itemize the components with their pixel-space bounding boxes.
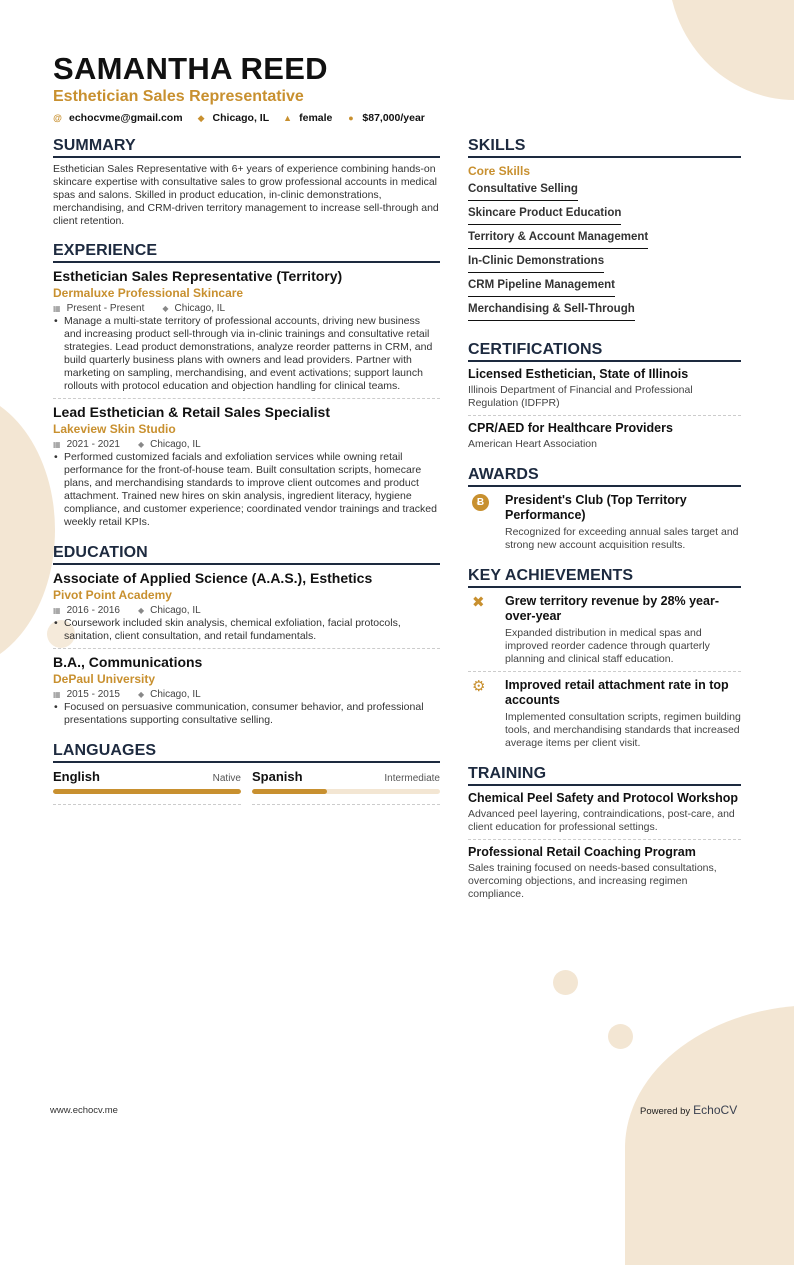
experience-entry	[53, 263, 440, 399]
training-description: Sales training focused on needs-based consultations, overcoming objections, and increasing regimen compliance.	[468, 862, 717, 900]
training-item	[468, 840, 741, 906]
entry-meta	[53, 604, 440, 617]
location-pin-icon: ◆	[137, 606, 145, 615]
achievement-title: Improved retail attachment rate in top accounts	[505, 678, 729, 707]
education-entry	[53, 565, 440, 649]
languages-list	[53, 769, 440, 805]
bullet-item: • Coursework included skin analysis, chemical exfoliation, facial protocols, sanitation, client consultation, and retail fundamentals.	[53, 617, 440, 643]
entry-dates: 2015 - 2015	[66, 689, 120, 700]
entry-meta	[53, 688, 440, 701]
certification-issuer: American Heart Association	[468, 438, 597, 450]
section-heading: EXPERIENCE	[53, 242, 440, 263]
contact-salary	[346, 112, 424, 124]
section-heading: SKILLS	[468, 137, 741, 158]
gear-icon: ⚙	[472, 678, 486, 695]
entry-bullets	[53, 701, 440, 727]
experience-entry	[53, 399, 440, 534]
calendar-icon: ▦	[53, 440, 61, 449]
summary-text: Esthetician Sales Representative with 6+ years of experience combining hands-on skincare expertise with consultative sales to grow professional accounts in medical spas and salons. Skilled in product education, in-clinic demonstrations, merchandising, and CRM-driven territory management to increase sell-through and client retention.	[53, 163, 439, 227]
training-title: Professional Retail Coaching Program	[468, 845, 696, 859]
achievement-item	[468, 588, 741, 672]
language-name: Spanish	[252, 769, 303, 784]
section-heading: CERTIFICATIONS	[468, 341, 741, 362]
languages-section	[53, 742, 440, 805]
entry-meta	[53, 302, 440, 315]
location-pin-icon: ◆	[137, 690, 145, 699]
company-name: Lakeview Skin Studio	[53, 422, 176, 436]
growth-arrows-icon: ✖	[472, 594, 485, 611]
section-heading: TRAINING	[468, 765, 741, 786]
location-pin-icon: ◆	[162, 304, 169, 313]
location-pin-icon: ◆	[197, 112, 205, 123]
skill-item: In-Clinic Demonstrations	[468, 253, 604, 273]
degree-title: Associate of Applied Science (A.A.S.), Esthetics	[53, 570, 373, 586]
bullet-item: • Manage a multi-state territory of professional accounts, driving new business and increasing product sell-through via in-clinic trainings and consultative retail strategies. Lead product demonstrations, analyze reorder patterns in CRM, and build quarterly business plans with owners and lead providers. Partner with marketing on sampling, merchandising, and event activations; support launch rollouts with protocol education and objection handling for clinical teams.	[53, 315, 440, 393]
at-icon: @	[53, 113, 62, 123]
decorative-blob-left	[0, 390, 55, 670]
powered-by-label: Powered by	[640, 1106, 691, 1117]
bullet-item: • Performed customized facials and exfoliation services while owning retail performance for the front-of-house team. Built consultation scripts, homecare plans, and merchandising standards to improve client outcomes and product attachment. Trained new hires on skin analysis, ingredient literacy, hygiene compliance, and customer experience; coordinated vendor trainings and tracked weekly retail KPIs.	[53, 451, 440, 529]
award-title: President's Club (Top Territory Performance)	[505, 493, 687, 522]
candidate-name: SAMANTHA REED	[53, 51, 328, 86]
school-name: Pivot Point Academy	[53, 588, 172, 602]
degree-title: B.A., Communications	[53, 654, 203, 670]
language-proficiency-fill	[252, 789, 327, 794]
contact-salary-value: $87,000/year	[362, 112, 425, 124]
entry-location: Chicago, IL	[174, 303, 226, 314]
job-title: Esthetician Sales Representative (Territory)	[53, 268, 343, 284]
certification-item	[468, 416, 741, 456]
section-heading: SUMMARY	[53, 137, 440, 158]
skill-item: Territory & Account Management	[468, 229, 648, 249]
job-title: Lead Esthetician & Retail Sales Specialist	[53, 404, 330, 420]
training-title: Chemical Peel Safety and Protocol Workshop	[468, 791, 738, 805]
contact-location-value: Chicago, IL	[212, 112, 270, 124]
entry-location: Chicago, IL	[150, 605, 201, 616]
decorative-blob-top-right	[668, 0, 794, 100]
skill-item: CRM Pipeline Management	[468, 277, 615, 297]
entry-bullets	[53, 451, 440, 529]
decorative-dot	[553, 970, 578, 995]
brand-logo-text: EchoCV	[693, 1103, 738, 1117]
contact-email[interactable]	[53, 112, 183, 124]
certification-title: Licensed Esthetician, State of Illinois	[468, 367, 689, 381]
left-column	[53, 137, 440, 819]
contact-email-value: echocvme@gmail.com	[69, 112, 183, 124]
entry-meta	[53, 438, 440, 451]
achievement-item	[468, 672, 741, 755]
language-proficiency-fill	[53, 789, 241, 794]
skills-group-label: Core Skills	[468, 164, 531, 178]
dollar-coin-icon: ●	[348, 113, 354, 123]
language-item	[53, 769, 241, 805]
decorative-blob-bottom-right	[625, 1005, 794, 1265]
certifications-section	[468, 341, 741, 456]
entry-location: Chicago, IL	[150, 439, 201, 450]
contact-gender-value: female	[299, 112, 333, 124]
achievement-description: Implemented consultation scripts, regimen building tools, and merchandising standards that increased average items per client visit.	[505, 711, 741, 749]
school-name: DePaul University	[53, 672, 156, 686]
section-heading: EDUCATION	[53, 544, 440, 565]
entry-bullets	[53, 617, 440, 643]
company-name: Dermaluxe Professional Skincare	[53, 286, 244, 300]
contact-location	[197, 112, 270, 124]
language-name: English	[53, 769, 100, 784]
section-heading: LANGUAGES	[53, 742, 440, 763]
right-column	[468, 137, 741, 920]
experience-section	[53, 242, 440, 534]
language-item	[252, 769, 440, 805]
person-icon: ▲	[283, 113, 293, 123]
achievement-description: Expanded distribution in medical spas and improved reorder cadence through quarterly planning and clinical staff education.	[505, 627, 710, 665]
calendar-icon: ▦	[53, 606, 61, 615]
entry-dates: Present - Present	[66, 303, 145, 314]
certification-title: CPR/AED for Healthcare Providers	[468, 421, 673, 435]
training-item	[468, 786, 741, 840]
awards-section	[468, 466, 741, 557]
certification-item	[468, 362, 741, 416]
language-level: Intermediate	[384, 773, 440, 784]
section-heading: AWARDS	[468, 466, 741, 487]
footer-website-link[interactable]: www.echocv.me	[50, 1105, 118, 1116]
award-coin-icon: Ƀ	[472, 494, 489, 511]
entry-bullets	[53, 315, 440, 393]
contact-row	[53, 112, 439, 124]
award-description: Recognized for exceeding annual sales target and strong new account acquisition results.	[505, 526, 739, 551]
language-proficiency-bar	[53, 789, 241, 794]
entry-dates: 2021 - 2021	[66, 439, 120, 450]
skill-item: Consultative Selling	[468, 181, 578, 201]
award-item	[468, 487, 741, 557]
footer-powered-by[interactable]	[640, 1103, 737, 1117]
training-description: Advanced peel layering, contraindications, post-care, and client education for professional settings.	[468, 808, 735, 833]
language-level: Native	[212, 773, 241, 784]
training-section	[468, 765, 741, 906]
skill-item: Skincare Product Education	[468, 205, 621, 225]
bullet-item: • Focused on persuasive communication, consumer behavior, and professional presentations supporting consultative selling.	[53, 701, 440, 727]
achievements-section	[468, 567, 741, 755]
location-pin-icon: ◆	[137, 440, 145, 449]
skills-section	[468, 137, 741, 321]
entry-dates: 2016 - 2016	[66, 605, 120, 616]
entry-location: Chicago, IL	[150, 689, 201, 700]
skill-item: Merchandising & Sell-Through	[468, 301, 635, 321]
calendar-icon: ▦	[53, 304, 61, 313]
contact-gender	[283, 112, 332, 124]
education-entry	[53, 649, 440, 732]
decorative-dot	[608, 1024, 633, 1049]
section-heading: KEY ACHIEVEMENTS	[468, 567, 741, 588]
candidate-title: Esthetician Sales Representative	[53, 88, 304, 105]
language-proficiency-bar	[252, 789, 440, 794]
certification-issuer: Illinois Department of Financial and Professional Regulation (IDFPR)	[468, 384, 693, 409]
calendar-icon: ▦	[53, 690, 61, 699]
education-section	[53, 544, 440, 732]
achievement-title: Grew territory revenue by 28% year-over-year	[505, 594, 719, 623]
summary-section	[53, 137, 440, 228]
resume-header	[53, 52, 439, 124]
